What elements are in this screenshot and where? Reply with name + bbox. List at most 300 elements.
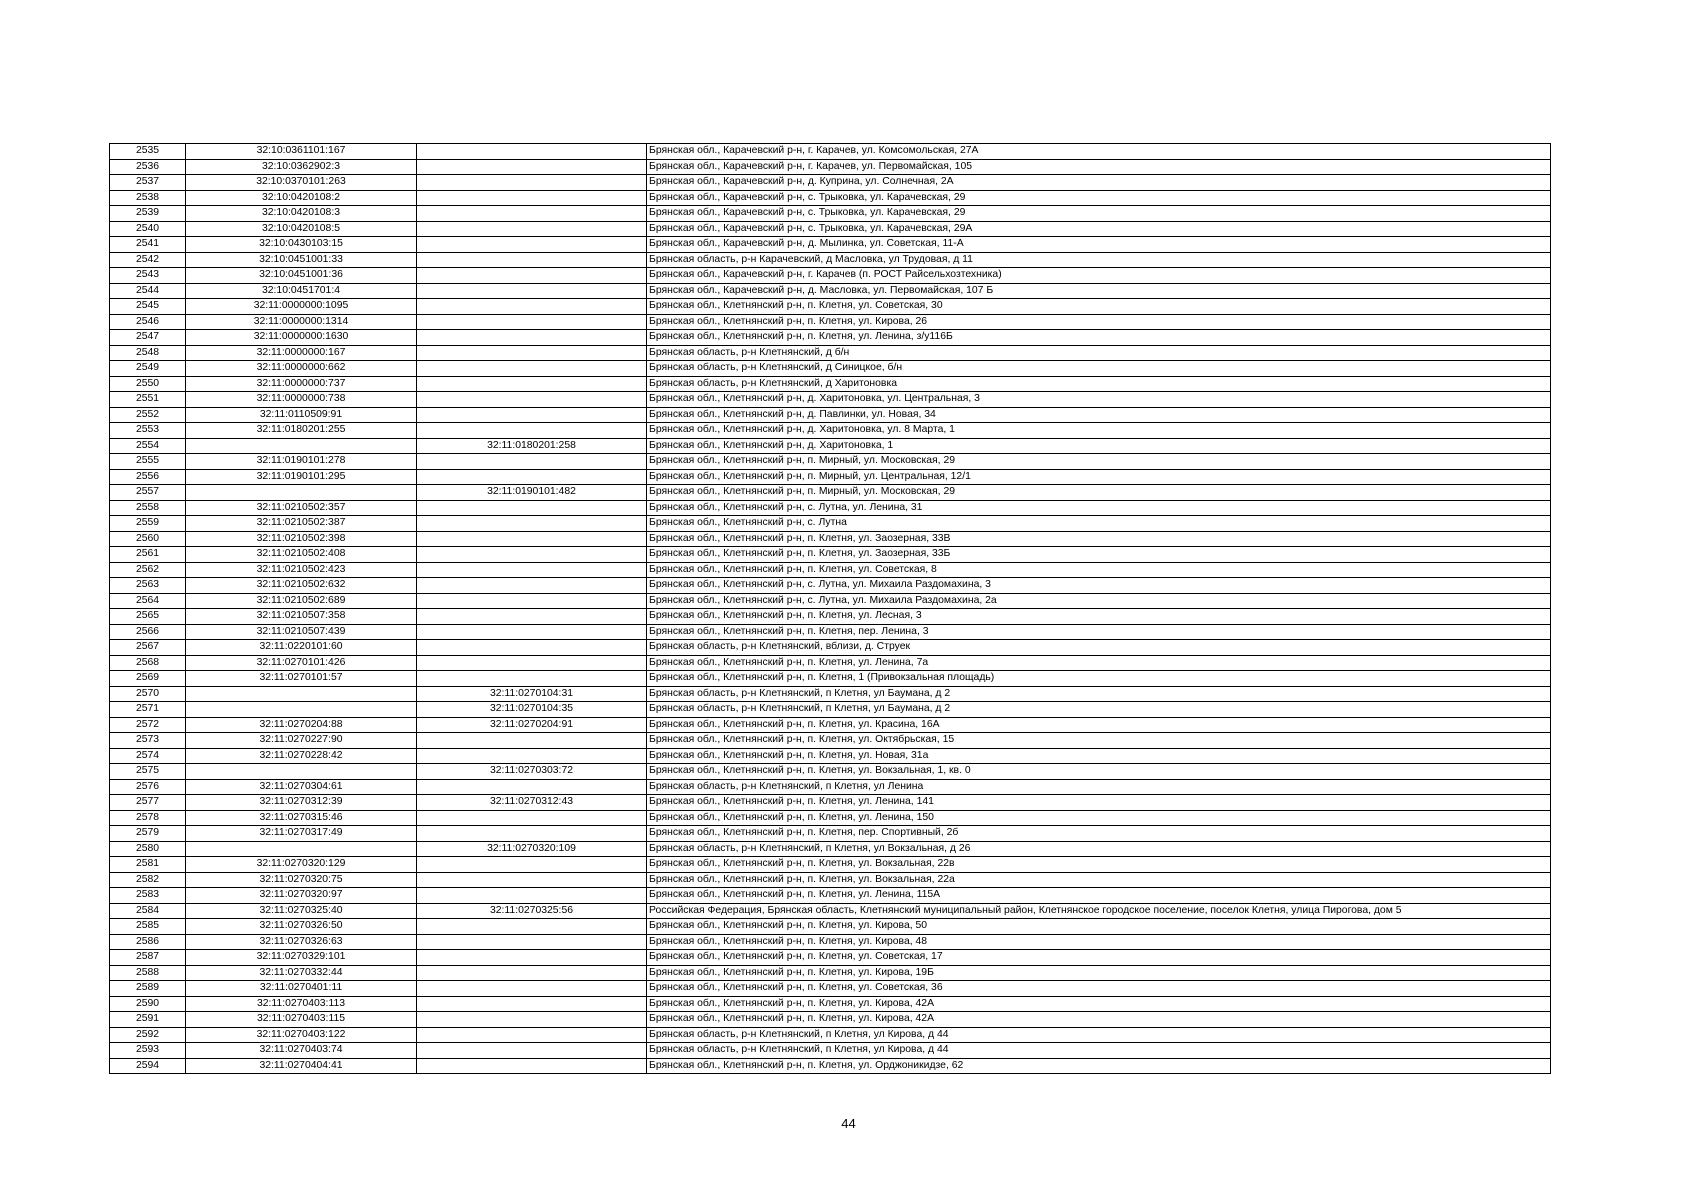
cadastral-number-cell: 32:11:0270101:57 <box>186 671 417 687</box>
table-row <box>110 702 1551 718</box>
table-row <box>110 144 1551 160</box>
address-cell: Брянская обл., Карачевский р-н, д. Мылинка, ул. Советская, 11-А <box>647 237 1551 253</box>
related-cadastral-number-cell <box>417 361 647 377</box>
related-cadastral-number-cell <box>417 407 647 423</box>
row-number-cell: 2549 <box>110 361 186 377</box>
related-cadastral-number-cell <box>417 190 647 206</box>
cadastral-number-cell: 32:11:0210502:689 <box>186 593 417 609</box>
cadastral-number-cell: 32:10:0451001:33 <box>186 252 417 268</box>
table-row <box>110 314 1551 330</box>
related-cadastral-number-cell <box>417 1012 647 1028</box>
row-number-cell: 2584 <box>110 903 186 919</box>
table-row <box>110 1027 1551 1043</box>
related-cadastral-number-cell <box>417 1058 647 1074</box>
row-number-cell: 2554 <box>110 438 186 454</box>
related-cadastral-number-cell <box>417 733 647 749</box>
cadastral-number-cell <box>186 686 417 702</box>
cadastral-number-cell: 32:10:0362902:3 <box>186 159 417 175</box>
related-cadastral-number-cell <box>417 609 647 625</box>
related-cadastral-number-cell <box>417 423 647 439</box>
related-cadastral-number-cell <box>417 221 647 237</box>
cadastral-number-cell: 32:11:0190101:295 <box>186 469 417 485</box>
row-number-cell: 2588 <box>110 965 186 981</box>
row-number-cell: 2573 <box>110 733 186 749</box>
cadastral-number-cell: 32:10:0361101:167 <box>186 144 417 160</box>
table-row <box>110 671 1551 687</box>
related-cadastral-number-cell: 32:11:0270104:35 <box>417 702 647 718</box>
related-cadastral-number-cell <box>417 624 647 640</box>
cadastral-number-cell: 32:11:0270403:113 <box>186 996 417 1012</box>
cadastral-number-cell: 32:11:0210502:423 <box>186 562 417 578</box>
table-row <box>110 283 1551 299</box>
cadastral-number-cell: 32:11:0270326:50 <box>186 919 417 935</box>
related-cadastral-number-cell <box>417 314 647 330</box>
cadastral-number-cell: 32:11:0000000:662 <box>186 361 417 377</box>
row-number-cell: 2572 <box>110 717 186 733</box>
related-cadastral-number-cell: 32:11:0270325:56 <box>417 903 647 919</box>
address-cell: Брянская обл., Клетнянский р-н, п. Клетня, ул. Советская, 8 <box>647 562 1551 578</box>
address-cell: Брянская обл., Клетнянский р-н, п. Клетня, ул. Орджоникидзе, 62 <box>647 1058 1551 1074</box>
cadastral-number-cell: 32:10:0370101:263 <box>186 175 417 191</box>
related-cadastral-number-cell <box>417 500 647 516</box>
address-cell: Брянская обл., Клетнянский р-н, п. Клетня, ул. Вокзальная, 22в <box>647 857 1551 873</box>
address-cell: Брянская обл., Клетнянский р-н, с. Лутна, ул. Михаила Раздомахина, 3 <box>647 578 1551 594</box>
address-cell: Брянская обл., Карачевский р-н, г. Карачев, ул. Первомайская, 105 <box>647 159 1551 175</box>
cadastral-number-cell: 32:11:0210502:357 <box>186 500 417 516</box>
cadastral-number-cell: 32:10:0451701:4 <box>186 283 417 299</box>
related-cadastral-number-cell <box>417 919 647 935</box>
address-cell: Брянская обл., Клетнянский р-н, п. Клетня, ул. Лесная, 3 <box>647 609 1551 625</box>
table-row <box>110 485 1551 501</box>
address-cell: Брянская обл., Клетнянский р-н, п. Клетня, ул. Ленина, з/у116Б <box>647 330 1551 346</box>
address-cell: Брянская обл., Клетнянский р-н, п. Клетня, ул. Ленина, 7а <box>647 655 1551 671</box>
table-row <box>110 903 1551 919</box>
cadastral-number-cell: 32:11:0270403:122 <box>186 1027 417 1043</box>
related-cadastral-number-cell <box>417 640 647 656</box>
cadastral-number-cell: 32:11:0270404:41 <box>186 1058 417 1074</box>
related-cadastral-number-cell <box>417 857 647 873</box>
cadastral-number-cell: 32:11:0000000:738 <box>186 392 417 408</box>
address-cell: Брянская обл., Клетнянский р-н, п. Клетня, ул. Кирова, 42А <box>647 996 1551 1012</box>
address-cell: Брянская обл., Клетнянский р-н, п. Клетня, ул. Кирова, 42А <box>647 1012 1551 1028</box>
related-cadastral-number-cell <box>417 888 647 904</box>
address-cell: Брянская обл., Клетнянский р-н, с. Лутна, ул. Ленина, 31 <box>647 500 1551 516</box>
related-cadastral-number-cell <box>417 175 647 191</box>
table-row <box>110 857 1551 873</box>
row-number-cell: 2569 <box>110 671 186 687</box>
table-row <box>110 237 1551 253</box>
table-row <box>110 624 1551 640</box>
cadastral-number-cell <box>186 485 417 501</box>
related-cadastral-number-cell: 32:11:0180201:258 <box>417 438 647 454</box>
cadastral-number-cell: 32:10:0451001:36 <box>186 268 417 284</box>
table-row <box>110 950 1551 966</box>
cadastral-number-cell: 32:10:0430103:15 <box>186 237 417 253</box>
address-cell: Брянская обл., Карачевский р-н, д. Масловка, ул. Первомайская, 107 Б <box>647 283 1551 299</box>
address-cell: Брянская обл., Карачевский р-н, с. Трыковка, ул. Карачевская, 29 <box>647 190 1551 206</box>
table-row <box>110 392 1551 408</box>
table-row <box>110 500 1551 516</box>
address-cell: Брянская обл., Карачевский р-н, г. Карачев, ул. Комсомольская, 27А <box>647 144 1551 160</box>
address-cell: Брянская обл., Карачевский р-н, д. Куприна, ул. Солнечная, 2А <box>647 175 1551 191</box>
related-cadastral-number-cell <box>417 206 647 222</box>
related-cadastral-number-cell <box>417 810 647 826</box>
related-cadastral-number-cell <box>417 376 647 392</box>
table-row <box>110 1058 1551 1074</box>
address-cell: Брянская область, р-н Клетнянский, п Клетня, ул Кирова, д 44 <box>647 1043 1551 1059</box>
related-cadastral-number-cell <box>417 547 647 563</box>
records-table <box>109 143 1551 1074</box>
address-cell: Брянская обл., Клетнянский р-н, п. Клетня, ул. Ленина, 150 <box>647 810 1551 826</box>
address-cell: Брянская обл., Клетнянский р-н, п. Клетня, ул. Советская, 17 <box>647 950 1551 966</box>
row-number-cell: 2562 <box>110 562 186 578</box>
cadastral-number-cell: 32:11:0000000:1095 <box>186 299 417 315</box>
row-number-cell: 2580 <box>110 841 186 857</box>
table-row <box>110 748 1551 764</box>
table-row <box>110 330 1551 346</box>
row-number-cell: 2579 <box>110 826 186 842</box>
address-cell: Брянская обл., Клетнянский р-н, п. Клетня, ул. Заозерная, 33Б <box>647 547 1551 563</box>
row-number-cell: 2565 <box>110 609 186 625</box>
table-row <box>110 919 1551 935</box>
address-cell: Брянская обл., Клетнянский р-н, п. Клетня, ул. Советская, 30 <box>647 299 1551 315</box>
table-row <box>110 841 1551 857</box>
row-number-cell: 2544 <box>110 283 186 299</box>
related-cadastral-number-cell <box>417 748 647 764</box>
row-number-cell: 2594 <box>110 1058 186 1074</box>
row-number-cell: 2593 <box>110 1043 186 1059</box>
cadastral-number-cell: 32:11:0270403:115 <box>186 1012 417 1028</box>
address-cell: Брянская область, р-н Клетнянский, д Харитоновка <box>647 376 1551 392</box>
related-cadastral-number-cell <box>417 299 647 315</box>
address-cell: Брянская область, р-н Клетнянский, п Клетня, ул Кирова, д 44 <box>647 1027 1551 1043</box>
address-cell: Брянская обл., Клетнянский р-н, д. Харитоновка, ул. 8 Марта, 1 <box>647 423 1551 439</box>
address-cell: Брянская обл., Клетнянский р-н, п. Клетня, ул. Советская, 36 <box>647 981 1551 997</box>
related-cadastral-number-cell <box>417 1027 647 1043</box>
row-number-cell: 2570 <box>110 686 186 702</box>
cadastral-number-cell: 32:11:0270320:129 <box>186 857 417 873</box>
address-cell: Брянская обл., Клетнянский р-н, п. Клетня, ул. Кирова, 19Б <box>647 965 1551 981</box>
related-cadastral-number-cell <box>417 934 647 950</box>
row-number-cell: 2567 <box>110 640 186 656</box>
row-number-cell: 2592 <box>110 1027 186 1043</box>
related-cadastral-number-cell <box>417 1043 647 1059</box>
address-cell: Брянская обл., Клетнянский р-н, д. Павлинки, ул. Новая, 34 <box>647 407 1551 423</box>
row-number-cell: 2551 <box>110 392 186 408</box>
related-cadastral-number-cell: 32:11:0270104:31 <box>417 686 647 702</box>
row-number-cell: 2577 <box>110 795 186 811</box>
row-number-cell: 2553 <box>110 423 186 439</box>
related-cadastral-number-cell: 32:11:0270204:91 <box>417 717 647 733</box>
address-cell: Российская Федерация, Брянская область, Клетнянский муниципальный район, Клетнянское городское поселение, поселок Клетня, улица Пирогова, дом 5 <box>647 903 1551 919</box>
row-number-cell: 2585 <box>110 919 186 935</box>
row-number-cell: 2558 <box>110 500 186 516</box>
address-cell: Брянская обл., Клетнянский р-н, п. Клетня, ул. Кирова, 50 <box>647 919 1551 935</box>
row-number-cell: 2538 <box>110 190 186 206</box>
address-cell: Брянская обл., Клетнянский р-н, п. Мирный, ул. Московская, 29 <box>647 485 1551 501</box>
address-cell: Брянская обл., Клетнянский р-н, п. Мирный, ул. Московская, 29 <box>647 454 1551 470</box>
table-row <box>110 1012 1551 1028</box>
address-cell: Брянская область, р-н Клетнянский, п Клетня, ул Ленина <box>647 779 1551 795</box>
address-cell: Брянская обл., Клетнянский р-н, п. Клетня, ул. Октябрьская, 15 <box>647 733 1551 749</box>
related-cadastral-number-cell <box>417 252 647 268</box>
related-cadastral-number-cell <box>417 144 647 160</box>
row-number-cell: 2566 <box>110 624 186 640</box>
related-cadastral-number-cell <box>417 469 647 485</box>
row-number-cell: 2590 <box>110 996 186 1012</box>
related-cadastral-number-cell: 32:11:0190101:482 <box>417 485 647 501</box>
address-cell: Брянская обл., Карачевский р-н, г. Карачев (п. РОСТ Райсельхозтехника) <box>647 268 1551 284</box>
table-row <box>110 206 1551 222</box>
cadastral-number-cell: 32:11:0270325:40 <box>186 903 417 919</box>
table-row <box>110 810 1551 826</box>
row-number-cell: 2556 <box>110 469 186 485</box>
address-cell: Брянская обл., Клетнянский р-н, п. Клетня, ул. Ленина, 141 <box>647 795 1551 811</box>
related-cadastral-number-cell <box>417 268 647 284</box>
related-cadastral-number-cell <box>417 345 647 361</box>
cadastral-number-cell: 32:11:0270228:42 <box>186 748 417 764</box>
cadastral-number-cell <box>186 438 417 454</box>
table-row <box>110 361 1551 377</box>
table-row <box>110 934 1551 950</box>
row-number-cell: 2542 <box>110 252 186 268</box>
address-cell: Брянская обл., Карачевский р-н, с. Трыковка, ул. Карачевская, 29А <box>647 221 1551 237</box>
cadastral-number-cell: 32:11:0000000:167 <box>186 345 417 361</box>
table-row <box>110 252 1551 268</box>
cadastral-number-cell: 32:11:0270320:97 <box>186 888 417 904</box>
cadastral-number-cell: 32:11:0270326:63 <box>186 934 417 950</box>
row-number-cell: 2581 <box>110 857 186 873</box>
table-row <box>110 578 1551 594</box>
address-cell: Брянская область, р-н Клетнянский, п Клетня, ул Баумана, д 2 <box>647 686 1551 702</box>
row-number-cell: 2575 <box>110 764 186 780</box>
related-cadastral-number-cell <box>417 981 647 997</box>
cadastral-number-cell: 32:11:0270401:11 <box>186 981 417 997</box>
cadastral-number-cell: 32:11:0220101:60 <box>186 640 417 656</box>
cadastral-number-cell <box>186 702 417 718</box>
records-table-body <box>110 144 1551 1074</box>
related-cadastral-number-cell <box>417 330 647 346</box>
cadastral-number-cell: 32:11:0270304:61 <box>186 779 417 795</box>
address-cell: Брянская область, р-н Карачевский, д Масловка, ул Трудовая, д 11 <box>647 252 1551 268</box>
related-cadastral-number-cell <box>417 965 647 981</box>
address-cell: Брянская область, р-н Клетнянский, вблизи, д. Струек <box>647 640 1551 656</box>
address-cell: Брянская обл., Клетнянский р-н, п. Клетня, ул. Вокзальная, 22а <box>647 872 1551 888</box>
table-row <box>110 733 1551 749</box>
table-row <box>110 423 1551 439</box>
cadastral-number-cell: 32:11:0210502:408 <box>186 547 417 563</box>
row-number-cell: 2557 <box>110 485 186 501</box>
table-row <box>110 175 1551 191</box>
row-number-cell: 2536 <box>110 159 186 175</box>
table-row <box>110 438 1551 454</box>
cadastral-number-cell: 32:11:0270315:46 <box>186 810 417 826</box>
row-number-cell: 2561 <box>110 547 186 563</box>
related-cadastral-number-cell <box>417 996 647 1012</box>
related-cadastral-number-cell: 32:11:0270320:109 <box>417 841 647 857</box>
related-cadastral-number-cell <box>417 779 647 795</box>
table-row <box>110 469 1551 485</box>
table-row <box>110 159 1551 175</box>
related-cadastral-number-cell <box>417 950 647 966</box>
related-cadastral-number-cell <box>417 516 647 532</box>
cadastral-number-cell: 32:10:0420108:3 <box>186 206 417 222</box>
row-number-cell: 2537 <box>110 175 186 191</box>
related-cadastral-number-cell <box>417 283 647 299</box>
row-number-cell: 2547 <box>110 330 186 346</box>
related-cadastral-number-cell <box>417 531 647 547</box>
row-number-cell: 2550 <box>110 376 186 392</box>
table-row <box>110 888 1551 904</box>
table-row <box>110 764 1551 780</box>
address-cell: Брянская обл., Клетнянский р-н, п. Клетня, ул. Кирова, 26 <box>647 314 1551 330</box>
address-cell: Брянская обл., Клетнянский р-н, д. Харитоновка, ул. Центральная, 3 <box>647 392 1551 408</box>
row-number-cell: 2559 <box>110 516 186 532</box>
table-row <box>110 981 1551 997</box>
cadastral-number-cell: 32:11:0190101:278 <box>186 454 417 470</box>
row-number-cell: 2540 <box>110 221 186 237</box>
row-number-cell: 2548 <box>110 345 186 361</box>
table-row <box>110 965 1551 981</box>
row-number-cell: 2563 <box>110 578 186 594</box>
cadastral-number-cell: 32:11:0270403:74 <box>186 1043 417 1059</box>
row-number-cell: 2578 <box>110 810 186 826</box>
address-cell: Брянская область, р-н Клетнянский, д б/н <box>647 345 1551 361</box>
table-row <box>110 826 1551 842</box>
related-cadastral-number-cell: 32:11:0270303:72 <box>417 764 647 780</box>
related-cadastral-number-cell <box>417 826 647 842</box>
table-row <box>110 299 1551 315</box>
cadastral-number-cell: 32:11:0270204:88 <box>186 717 417 733</box>
row-number-cell: 2582 <box>110 872 186 888</box>
row-number-cell: 2543 <box>110 268 186 284</box>
cadastral-number-cell: 32:11:0270227:90 <box>186 733 417 749</box>
cadastral-number-cell: 32:11:0270317:49 <box>186 826 417 842</box>
address-cell: Брянская обл., Клетнянский р-н, п. Клетня, пер. Ленина, 3 <box>647 624 1551 640</box>
table-row <box>110 609 1551 625</box>
cadastral-number-cell: 32:11:0210502:632 <box>186 578 417 594</box>
related-cadastral-number-cell <box>417 872 647 888</box>
related-cadastral-number-cell: 32:11:0270312:43 <box>417 795 647 811</box>
table-row <box>110 686 1551 702</box>
address-cell: Брянская обл., Карачевский р-н, с. Трыковка, ул. Карачевская, 29 <box>647 206 1551 222</box>
row-number-cell: 2539 <box>110 206 186 222</box>
table-row <box>110 376 1551 392</box>
page-number: 44 <box>841 1116 856 1131</box>
table-row <box>110 454 1551 470</box>
table-row <box>110 996 1551 1012</box>
row-number-cell: 2591 <box>110 1012 186 1028</box>
cadastral-number-cell: 32:11:0210507:439 <box>186 624 417 640</box>
cadastral-number-cell: 32:11:0270332:44 <box>186 965 417 981</box>
row-number-cell: 2546 <box>110 314 186 330</box>
related-cadastral-number-cell <box>417 593 647 609</box>
related-cadastral-number-cell <box>417 454 647 470</box>
cadastral-number-cell: 32:11:0210507:358 <box>186 609 417 625</box>
related-cadastral-number-cell <box>417 578 647 594</box>
table-row <box>110 268 1551 284</box>
address-cell: Брянская обл., Клетнянский р-н, п. Клетня, ул. Кирова, 48 <box>647 934 1551 950</box>
related-cadastral-number-cell <box>417 237 647 253</box>
cadastral-number-cell: 32:11:0210502:398 <box>186 531 417 547</box>
cadastral-number-cell: 32:11:0000000:1314 <box>186 314 417 330</box>
address-cell: Брянская обл., Клетнянский р-н, п. Клетня, 1 (Привокзальная площадь) <box>647 671 1551 687</box>
table-row <box>110 562 1551 578</box>
cadastral-number-cell: 32:11:0270320:75 <box>186 872 417 888</box>
cadastral-number-cell: 32:11:0270101:426 <box>186 655 417 671</box>
related-cadastral-number-cell <box>417 159 647 175</box>
address-cell: Брянская обл., Клетнянский р-н, п. Клетня, ул. Заозерная, 33В <box>647 531 1551 547</box>
table-row <box>110 872 1551 888</box>
row-number-cell: 2560 <box>110 531 186 547</box>
table-row <box>110 779 1551 795</box>
cadastral-number-cell: 32:11:0210502:387 <box>186 516 417 532</box>
cadastral-number-cell: 32:11:0000000:1630 <box>186 330 417 346</box>
row-number-cell: 2541 <box>110 237 186 253</box>
related-cadastral-number-cell <box>417 392 647 408</box>
table-row <box>110 547 1551 563</box>
row-number-cell: 2586 <box>110 934 186 950</box>
table-row <box>110 407 1551 423</box>
address-cell: Брянская обл., Клетнянский р-н, п. Клетня, ул. Вокзальная, 1, кв. 0 <box>647 764 1551 780</box>
related-cadastral-number-cell <box>417 655 647 671</box>
row-number-cell: 2587 <box>110 950 186 966</box>
table-row <box>110 655 1551 671</box>
row-number-cell: 2568 <box>110 655 186 671</box>
row-number-cell: 2583 <box>110 888 186 904</box>
address-cell: Брянская обл., Клетнянский р-н, с. Лутна, ул. Михаила Раздомахина, 2а <box>647 593 1551 609</box>
table-row <box>110 593 1551 609</box>
row-number-cell: 2535 <box>110 144 186 160</box>
table-row <box>110 640 1551 656</box>
table-row <box>110 345 1551 361</box>
table-row <box>110 516 1551 532</box>
row-number-cell: 2574 <box>110 748 186 764</box>
address-cell: Брянская обл., Клетнянский р-н, п. Мирный, ул. Центральная, 12/1 <box>647 469 1551 485</box>
row-number-cell: 2589 <box>110 981 186 997</box>
row-number-cell: 2564 <box>110 593 186 609</box>
related-cadastral-number-cell <box>417 671 647 687</box>
table-row <box>110 1043 1551 1059</box>
cadastral-number-cell: 32:11:0270312:39 <box>186 795 417 811</box>
address-cell: Брянская обл., Клетнянский р-н, п. Клетня, ул. Новая, 31а <box>647 748 1551 764</box>
cadastral-number-cell: 32:11:0110509:91 <box>186 407 417 423</box>
table-row <box>110 190 1551 206</box>
address-cell: Брянская обл., Клетнянский р-н, п. Клетня, ул. Красина, 16А <box>647 717 1551 733</box>
cadastral-number-cell <box>186 764 417 780</box>
table-row <box>110 531 1551 547</box>
cadastral-number-cell: 32:11:0270329:101 <box>186 950 417 966</box>
row-number-cell: 2555 <box>110 454 186 470</box>
row-number-cell: 2571 <box>110 702 186 718</box>
address-cell: Брянская обл., Клетнянский р-н, с. Лутна <box>647 516 1551 532</box>
address-cell: Брянская обл., Клетнянский р-н, д. Харитоновка, 1 <box>647 438 1551 454</box>
table-row <box>110 795 1551 811</box>
address-cell: Брянская область, р-н Клетнянский, д Синицкое, б/н <box>647 361 1551 377</box>
address-cell: Брянская обл., Клетнянский р-н, п. Клетня, ул. Ленина, 115А <box>647 888 1551 904</box>
address-cell: Брянская область, р-н Клетнянский, п Клетня, ул Вокзальная, д 26 <box>647 841 1551 857</box>
row-number-cell: 2545 <box>110 299 186 315</box>
cadastral-number-cell: 32:10:0420108:2 <box>186 190 417 206</box>
related-cadastral-number-cell <box>417 562 647 578</box>
address-cell: Брянская область, р-н Клетнянский, п Клетня, ул Баумана, д 2 <box>647 702 1551 718</box>
cadastral-number-cell: 32:10:0420108:5 <box>186 221 417 237</box>
cadastral-number-cell: 32:11:0180201:255 <box>186 423 417 439</box>
address-cell: Брянская обл., Клетнянский р-н, п. Клетня, пер. Спортивный, 2б <box>647 826 1551 842</box>
cadastral-number-cell <box>186 841 417 857</box>
row-number-cell: 2552 <box>110 407 186 423</box>
table-row <box>110 221 1551 237</box>
